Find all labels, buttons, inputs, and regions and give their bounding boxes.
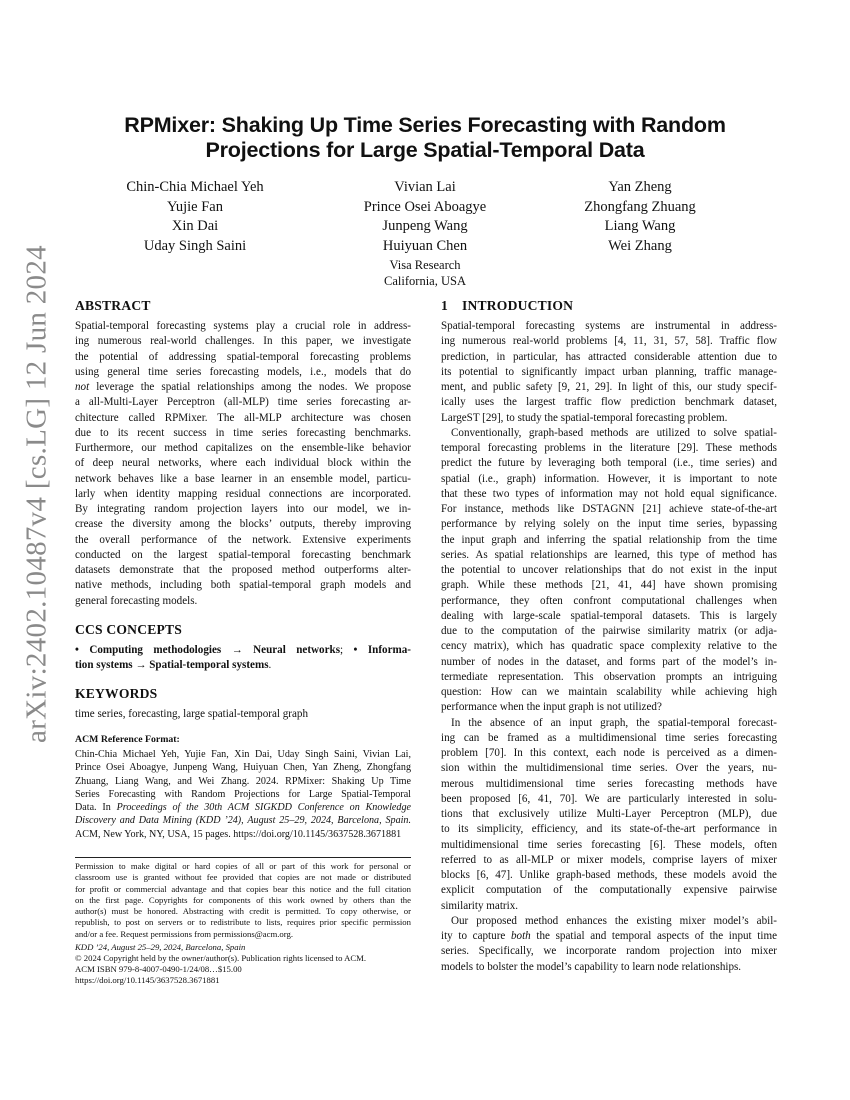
text-line (441, 731, 777, 746)
text-segment: datasets demonstrate that the proposed method outperforms alter- (75, 564, 411, 576)
text-line (441, 517, 777, 532)
text-line (75, 395, 411, 410)
author-name: Prince Osei Aboagye (363, 198, 487, 215)
title-line: RPMixer: Shaking Up Time Series Forecasting with Random (124, 113, 726, 137)
text-segment: crease the diversity among the blocks’ outputs, thereby improving (75, 518, 411, 531)
text-segment: due to its recent success in time series forecasting benchmarks. (75, 426, 411, 439)
text-segment: ing can be framed as a multidimensional time series forecasting (441, 731, 777, 744)
text-line (441, 319, 777, 334)
text-segment: KDD ’24, August 25–29, 2024, Barcelona, Spain (75, 941, 246, 952)
text-line (75, 828, 411, 841)
paragraph (75, 643, 411, 673)
text-line (441, 426, 777, 441)
paragraph (75, 975, 411, 986)
text-segment: native methods, including both spatial-temporal graph models and (75, 579, 411, 592)
text-segment: Discovery and Data Mining (KDD ’24), August 25–29, 2024, Barcelona, Spain. (75, 815, 411, 827)
text-segment: performance, they often confront computational challenges when (441, 594, 777, 607)
text-segment: the spatial and temporal aspects of the input time (530, 930, 777, 942)
text-line (441, 883, 777, 898)
affiliation (305, 257, 545, 289)
text-line (441, 380, 777, 395)
author-name: Chin-Chia Michael Yeh (126, 179, 264, 195)
text-line (441, 609, 777, 624)
text-segment: Data. In (75, 802, 117, 814)
ccs-concepts-body (75, 643, 411, 673)
paragraph (75, 964, 411, 975)
text-segment: both (510, 930, 531, 942)
text-segment: ment, and public safety [9, 21, 29]. In light of this, our study specif- (441, 381, 777, 393)
text-segment: ically uses the largest traffic flow prediction benchmark dataset, (441, 396, 777, 409)
text-segment: Chin-Chia Michael Yeh, Yujie Fan, Xin Dai, Uday Singh Saini, Vivian Lai, (75, 749, 411, 760)
text-line (441, 807, 777, 822)
text-line (75, 748, 411, 761)
text-line (75, 658, 411, 673)
text-segment: a all-Multi-Layer Perceptron (all-MLP) time series forecasting ar- (75, 396, 411, 409)
keywords-body (75, 707, 411, 722)
author-name: Wei Zhang (608, 237, 672, 254)
text-segment: ACM, New York, NY, USA, 15 pages. https://doi.org/10.1145/3637528.3671881 (75, 828, 402, 840)
text-segment: leverage the spatial relationships among the nodes. We propose (89, 381, 411, 393)
text-line (441, 822, 777, 837)
text-line (75, 456, 411, 471)
text-segment: By integrating random projection layers into our model, we in- (75, 503, 411, 515)
text-line (441, 563, 777, 578)
text-line (441, 838, 777, 853)
text-segment: classroom use is granted without fee provided that copies are not made or distributed (75, 872, 411, 883)
text-line (441, 792, 777, 807)
text-segment: LargeST [29], to study the spatial-temporal forecasting problem. (441, 411, 728, 424)
text-segment: Proceedings of the 30th ACM SIGKDD Conference on Knowledge (116, 802, 411, 814)
text-line (75, 533, 411, 548)
text-segment: Spatial-temporal forecasting systems play a crucial role in address- (75, 320, 411, 332)
text-line (75, 350, 411, 365)
text-segment: Our proposed method enhances the existing mixer model’s abil- (451, 914, 777, 927)
ccs-concepts-heading: CCS CONCEPTS (75, 622, 183, 637)
text-line (441, 761, 777, 776)
text-line (441, 639, 777, 654)
text-segment: performance by relying solely on the input time series, bypassing (441, 518, 777, 531)
text-line (441, 685, 777, 700)
paper-title (40, 113, 810, 163)
arxiv-identifier-stamp: arXiv:2402.10487v4 [cs.LG] 12 Jun 2024 (20, 245, 53, 743)
text-line (441, 594, 777, 609)
text-segment: blocks [6, 47]. Unlike graph-based methods, these models avoid the (441, 869, 777, 881)
text-segment: ing numerous real-world challenges. In this paper, we investigate (75, 335, 411, 348)
text-segment: series. As spatial relationships are learned, this type of method has (441, 548, 777, 561)
text-segment: network behaves like a base learner in an ensemble model, particu- (75, 472, 411, 485)
author-column-1 (75, 178, 315, 256)
text-line (75, 929, 411, 940)
text-segment: the potential of addressing spatial-temporal forecasting problems (75, 350, 411, 363)
introduction-heading (441, 298, 573, 314)
paragraph (75, 861, 411, 940)
text-segment: of deep neural networks, where each individual block within the (75, 457, 411, 470)
text-segment: the overall performance of the network. Extensive experiments (75, 533, 411, 546)
text-segment: author(s) must be honored. Abstracting with credit is permitted. To copy otherwise, or (75, 906, 411, 917)
paragraph (441, 426, 777, 716)
text-segment: Series Forecasting with Random Projections for Large Spatial-Temporal (75, 788, 411, 800)
paragraph (75, 748, 411, 841)
author-name: Huiyuan Chen (382, 237, 468, 254)
text-line (441, 655, 777, 670)
text-line (75, 964, 411, 975)
text-line (441, 334, 777, 349)
text-line (75, 814, 411, 827)
text-line (75, 426, 411, 441)
paragraph (75, 942, 411, 953)
text-line (441, 929, 777, 944)
text-segment: Conventionally, graph-based methods are utilized to solve spatial- (451, 426, 777, 439)
text-line (441, 700, 777, 715)
paragraph (441, 319, 777, 426)
text-line (75, 563, 411, 578)
text-line (75, 502, 411, 517)
text-segment: ing numerous real-world problems [4, 11, 31, 57, 58]. Traffic flow (441, 335, 777, 348)
text-segment: explicit computation of the computationally expensive pairwise (441, 884, 777, 897)
author-column-3 (520, 178, 760, 256)
text-segment: ; (340, 644, 354, 656)
text-line (75, 895, 411, 906)
text-segment: dealing with large-scale spatial-temporal datasets. This is largely (441, 609, 777, 622)
text-segment: referred to as all-MLP or mixer models, comprise layers of mixer (441, 853, 777, 866)
text-line (75, 380, 411, 395)
text-segment: not (75, 381, 90, 393)
text-segment: for profit or commercial advantage and that copies bear this notice and the full citation (75, 883, 411, 894)
author-name: Yan Zheng (608, 179, 672, 195)
text-segment: problem [70]. In this context, each node is perceived as a dimen- (441, 747, 777, 759)
affiliation-org: Visa Research (389, 258, 461, 272)
title-line: Projections for Large Spatial-Temporal Data (205, 138, 645, 162)
text-line (75, 788, 411, 801)
author-column-2 (305, 178, 545, 256)
text-line (75, 884, 411, 895)
paragraph (441, 914, 777, 975)
text-segment: question: How can we maintain scalability while achieving high (441, 686, 777, 698)
author-name: Vivian Lai (394, 179, 456, 195)
footnote-divider (75, 857, 411, 858)
text-segment: the potential to uncover relationships that do not exist in the input (441, 564, 777, 576)
text-line (441, 960, 777, 975)
text-segment: larly when identity mapping residual connections are incorporated. (75, 487, 411, 500)
text-line (441, 456, 777, 471)
text-segment: republish, to post on servers or to redistribute to lists, requires prior specific permission (75, 917, 411, 928)
text-segment: • Computing methodologies → Neural networks (75, 644, 341, 656)
text-line (441, 502, 777, 517)
text-segment: temporal forecasting problems in the literature [29]. These methods (441, 442, 777, 454)
text-line (75, 319, 411, 334)
text-segment: https://doi.org/10.1145/3637528.3671881 (75, 975, 220, 986)
text-segment: graph. While these methods [21, 41, 44] have shown promising (441, 579, 777, 592)
text-line (441, 853, 777, 868)
text-segment: termediate representation. This observation prompts an intriguing (441, 670, 777, 683)
text-segment: © 2024 Copyright held by the owner/author(s). Publication rights licensed to ACM. (75, 952, 367, 963)
abstract-body (75, 319, 411, 609)
text-segment: predict the future by leveraging both temporal (i.e., time series) and (441, 457, 777, 470)
text-line (75, 334, 411, 349)
text-segment: that these two types of information may not hold equal significance. (441, 487, 777, 500)
text-line (75, 548, 411, 563)
text-segment: general forecasting models. (75, 594, 198, 607)
text-segment: Prince Osei Aboagye, Junpeng Wang, Huiyuan Chen, Yan Zheng, Zhongfang (75, 762, 411, 774)
text-line (441, 899, 777, 914)
text-line (75, 472, 411, 487)
paragraph (75, 953, 411, 964)
text-line (75, 411, 411, 426)
section-number: 1 (441, 298, 448, 313)
text-line (441, 487, 777, 502)
text-line (75, 365, 411, 380)
reference-format-heading: ACM Reference Format: (75, 734, 180, 745)
text-segment: due to the computation of the pairwise similarity matrix (or adja- (441, 625, 777, 637)
text-line (75, 775, 411, 788)
text-line (441, 777, 777, 792)
text-line (441, 472, 777, 487)
text-segment: the input graph and inferring the spatial relationship from the time (441, 533, 777, 546)
keywords-heading: KEYWORDS (75, 686, 158, 701)
text-line (441, 395, 777, 410)
text-line (441, 670, 777, 685)
text-segment: on the first page. Copyrights for components of this work owned by others than the (75, 894, 411, 905)
author-name: Yujie Fan (167, 198, 223, 215)
text-line (75, 917, 411, 928)
text-line (75, 594, 411, 609)
text-line (441, 548, 777, 563)
text-segment: prediction, in particular, has attracted considerable attention due to (441, 350, 777, 363)
text-segment: performance when the input graph is not utilized? (441, 701, 662, 714)
text-segment: . (268, 659, 272, 671)
text-segment: multidimensional time series forecasting [6]. These models, often (441, 838, 777, 851)
text-segment: merous multidimensional time series forecasting methods have (441, 777, 777, 790)
text-segment: Permission to make digital or hard copies of all or part of this work for personal or (75, 861, 411, 871)
author-name: Zhongfang Zhuang (584, 198, 696, 215)
text-line (75, 487, 411, 502)
text-line (75, 517, 411, 532)
copyright-footnote (75, 861, 411, 987)
text-segment: Furthermore, our method capitalizes on the ensemble-like behavior (75, 442, 411, 454)
text-segment: and/or a fee. Request permissions from permissions@acm.org. (75, 928, 293, 939)
text-segment: sion within the multidimensional time series. Over the years, nu- (441, 762, 777, 775)
text-line (441, 350, 777, 365)
text-segment: tion systems → Spatial-temporal systems (75, 659, 269, 671)
text-line (75, 906, 411, 917)
author-name: Xin Dai (171, 218, 219, 234)
text-segment: In the absence of an input graph, the spatial-temporal forecast- (451, 716, 777, 729)
text-segment: number of nodes in the dataset, and forms part of the model’s in- (441, 655, 777, 668)
text-line (441, 578, 777, 593)
text-segment: tions that exclusively utilize Multi-Layer Perceptron (MLP), due (441, 808, 777, 820)
text-segment: conducted on the largest spatial-temporal forecasting benchmark (75, 548, 411, 561)
text-segment: chitecture called RPMixer. The all-MLP architecture was chosen (75, 411, 411, 424)
text-segment: models to bolster the model’s capability to learn node relationships. (441, 960, 742, 973)
text-line (75, 975, 411, 986)
text-segment: Spatial-temporal forecasting systems are instrumental in address- (441, 320, 777, 332)
text-segment: For instance, methods like DSTAGNN [21] achieve state-of-the-art (441, 503, 777, 515)
text-segment: been proposed [6, 41, 70]. We are particularly interested in solu- (441, 792, 777, 805)
introduction-body (441, 319, 777, 975)
text-line (441, 411, 777, 426)
author-name: Liang Wang (604, 218, 676, 234)
author-name: Junpeng Wang (382, 218, 468, 234)
text-line (75, 872, 411, 883)
text-segment: its potential to significantly impact urban planning, traffic manage- (441, 365, 777, 378)
text-segment: series. Specifically, we incorporate random projection into mixer (441, 945, 777, 958)
text-line (75, 942, 411, 953)
text-line (441, 868, 777, 883)
reference-format-body (75, 748, 411, 841)
paragraph (75, 707, 411, 722)
paragraph (75, 319, 411, 609)
text-segment: using general time series forecasting models, i.e., models that do (75, 365, 411, 378)
text-segment: ACM ISBN 979-8-4007-0490-1/24/08…$15.00 (75, 964, 242, 975)
text-line (441, 914, 777, 929)
text-segment: cency matrix), which has quadratic space complexity relative to the (441, 640, 777, 653)
text-line (441, 533, 777, 548)
text-line (441, 944, 777, 959)
text-segment: time series, forecasting, large spatial-temporal graph (75, 708, 308, 720)
text-line (75, 578, 411, 593)
text-line (75, 441, 411, 456)
text-segment: spatial (i.e., graph) information. However, it is important to note (441, 472, 777, 485)
abstract-heading: ABSTRACT (75, 298, 151, 313)
text-line (75, 761, 411, 774)
text-segment: ity to capture (441, 930, 511, 942)
text-line (75, 801, 411, 814)
text-line (441, 441, 777, 456)
paragraph (441, 716, 777, 914)
text-line (75, 707, 411, 722)
affiliation-location: California, USA (384, 274, 466, 288)
author-name: Uday Singh Saini (143, 237, 247, 254)
text-line (75, 861, 411, 872)
text-line (75, 643, 411, 658)
text-line (441, 746, 777, 761)
text-line (441, 365, 777, 380)
text-segment: similarity matrix. (441, 899, 519, 912)
text-segment: Zhuang, Liang Wang, and Wei Zhang. 2024. RPMixer: Shaking Up Time (75, 775, 411, 787)
text-segment: to its simplicity, efficiency, and its state-of-the-art performance in (441, 823, 777, 836)
text-line (441, 624, 777, 639)
text-line (441, 716, 777, 731)
text-segment: • Informa- (353, 644, 412, 656)
text-line (75, 953, 411, 964)
section-title: INTRODUCTION (462, 298, 574, 313)
